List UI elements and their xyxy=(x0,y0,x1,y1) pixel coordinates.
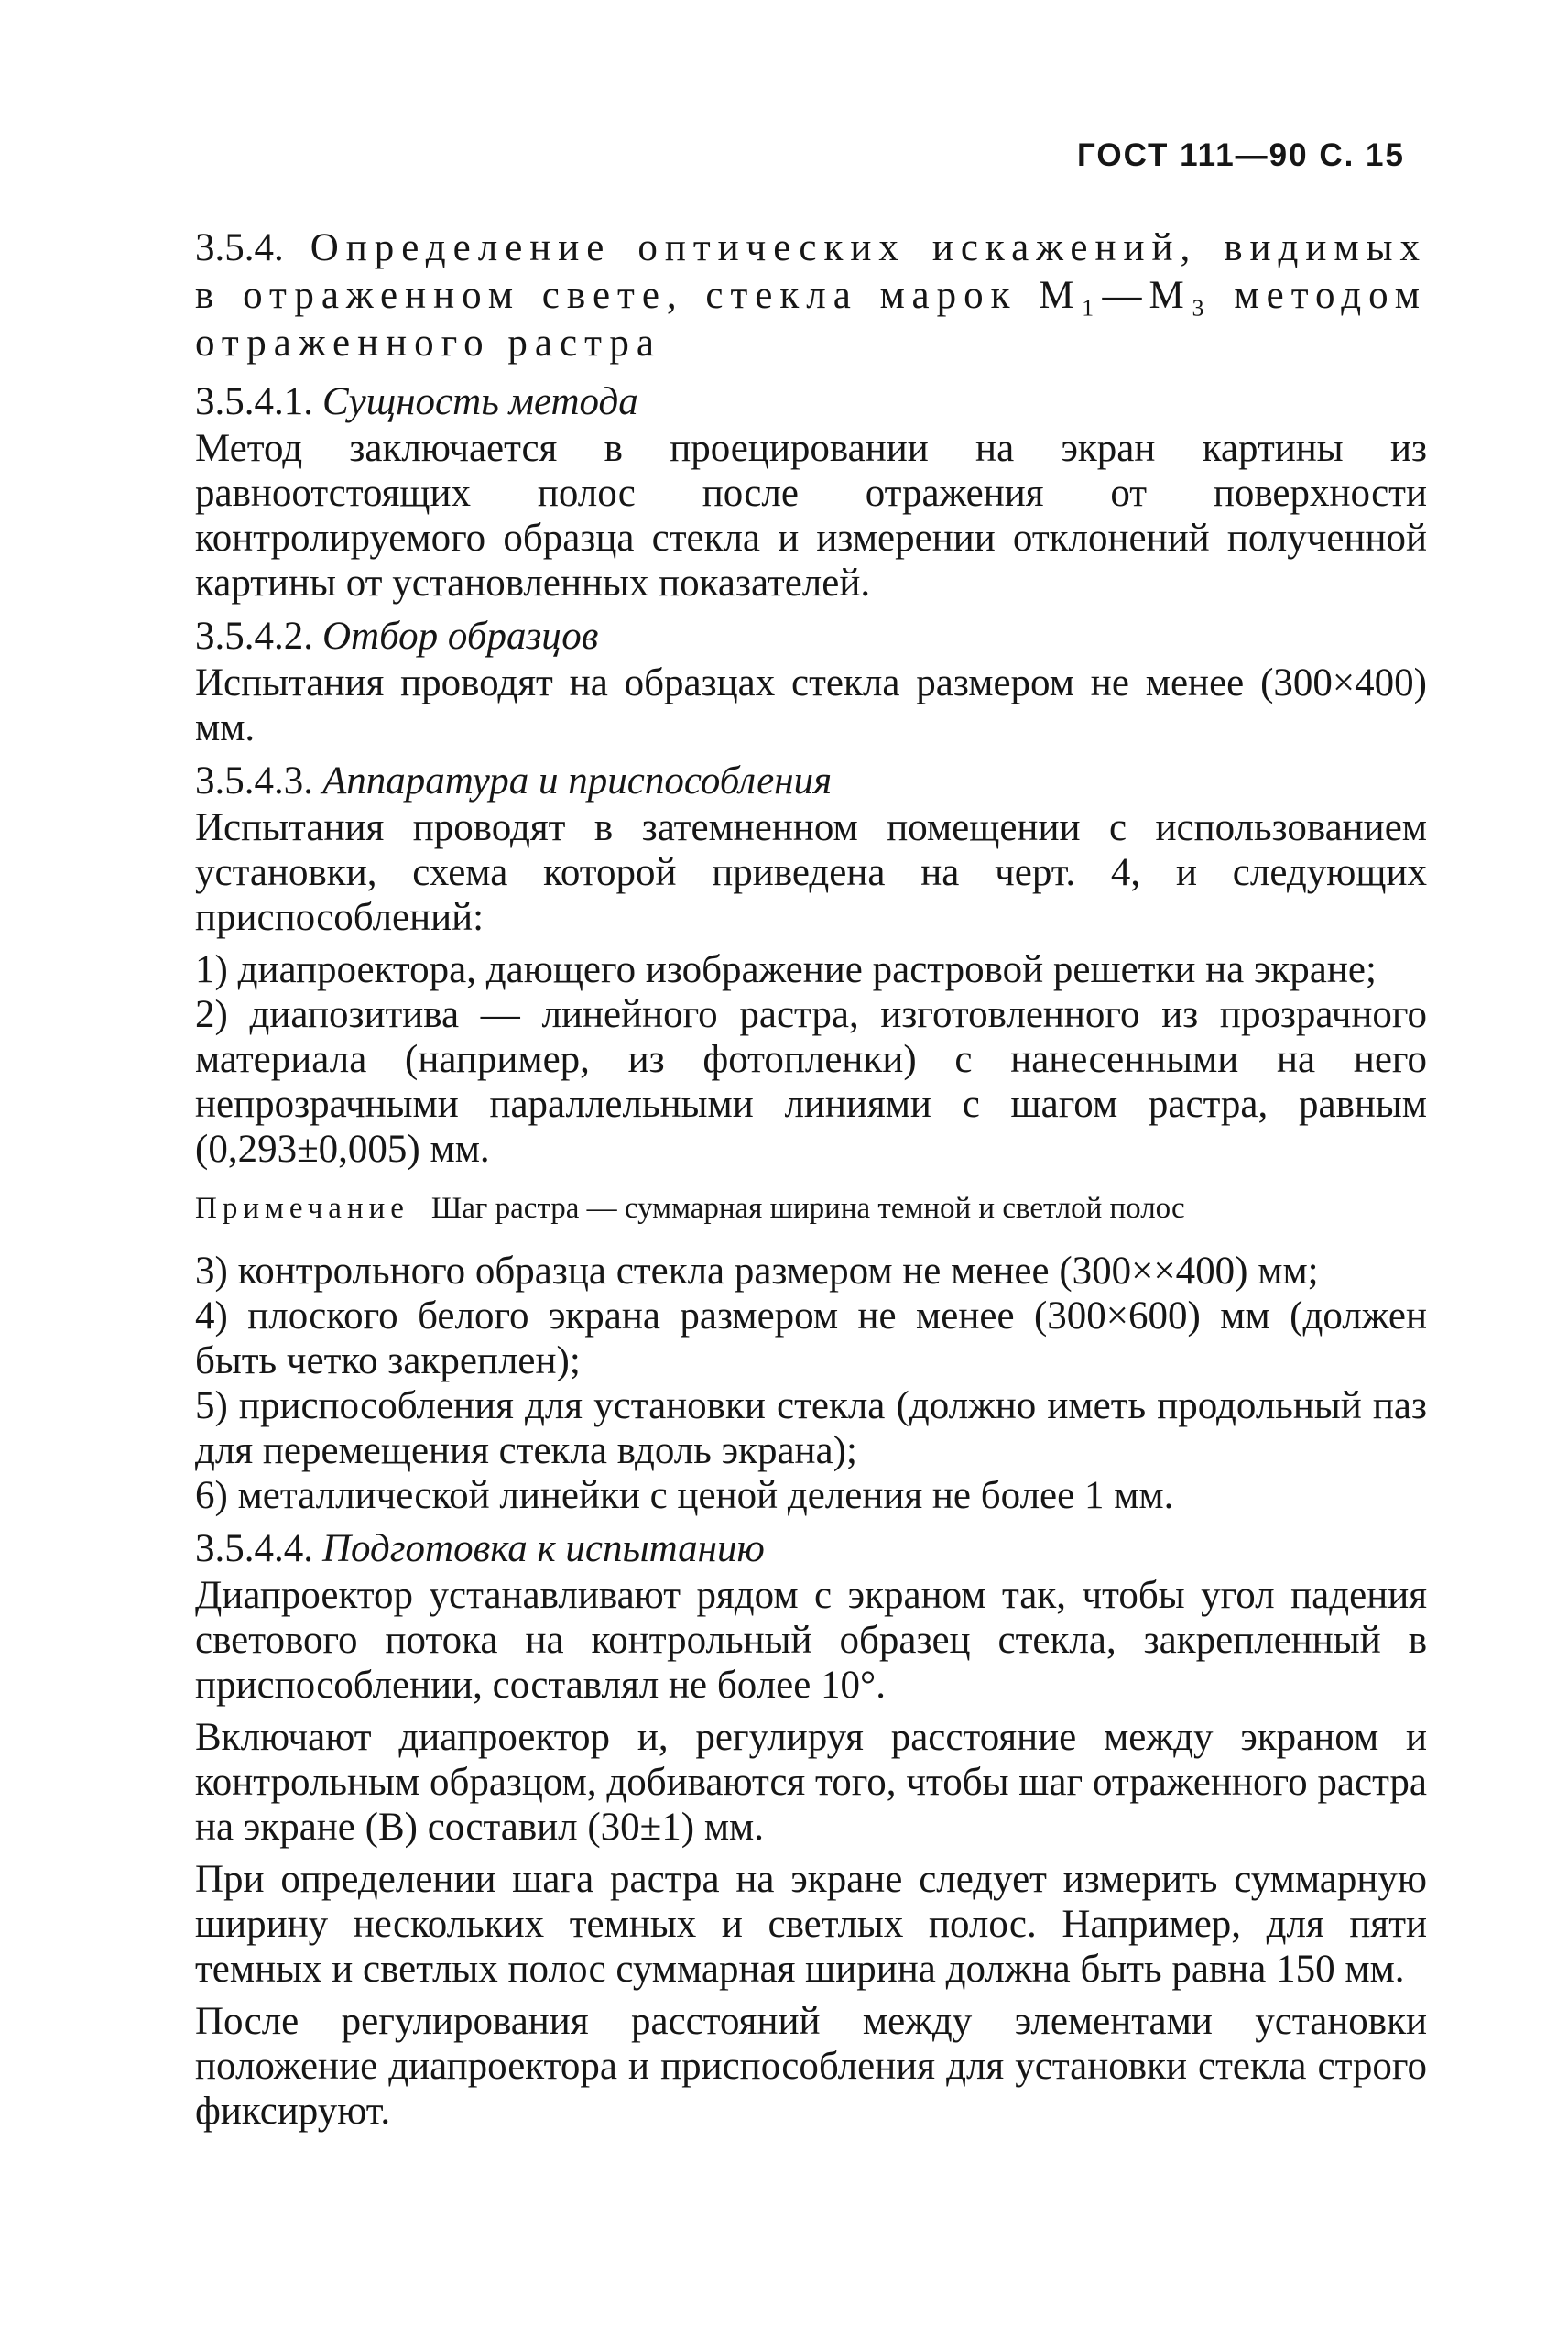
subsection-heading xyxy=(195,1525,1427,1573)
list-item: 6) металлической линейки с ценой деления не более 1 мм. xyxy=(195,1474,1174,1517)
paragraph: Испытания проводят в затемненном помещении с использованием установки, схема которой приведена на черт. 4, и следующих приспособлений: xyxy=(195,806,1427,939)
subsection-heading xyxy=(195,613,1427,661)
note xyxy=(195,1188,1427,1229)
subsection-title: Сущность метода xyxy=(322,380,638,423)
paragraph: Диапроектор устанавливают рядом с экраном так, чтобы угол падения светового потока на контрольный образец стекла, закрепленный в приспособлении, составлял не более 10°. xyxy=(195,1574,1427,1707)
paragraph: При определении шага растра на экране следует измерить суммарную ширину нескольких темных и светлых полос. Например, для пяти темных и светлых полос суммарная ширина должна быть равна 150 мм. xyxy=(195,1858,1427,1991)
subsection-heading xyxy=(195,378,1427,426)
subsection-title: Аппаратура и приспособления xyxy=(322,759,833,803)
list-item: 4) плоского белого экрана размером не менее (300×600) мм (должен быть четко закреплен); xyxy=(195,1294,1427,1382)
list-item: 5) приспособления для установки стекла (должно иметь продольный паз для перемещения стекла вдоль экрана); xyxy=(195,1384,1427,1472)
subsection-heading xyxy=(195,758,1427,805)
subsection-number: 3.5.4.1. xyxy=(195,380,313,423)
note-text: Шаг растра — суммарная ширина темной и светлой полос xyxy=(430,1192,1185,1225)
section-title xyxy=(195,224,1427,367)
paragraph: Включают диапроектор и, регулируя расстояние между экраном и контрольным образцом, добиваются того, чтобы шаг отраженного растра на экране (B) составил (30±1) мм. xyxy=(195,1716,1427,1849)
running-head: ГОСТ 111—90 С. 15 xyxy=(1077,137,1405,173)
list-item: 1) диапроектора, дающего изображение растровой решетки на экране; xyxy=(195,948,1377,991)
section-title-text: Определение оптических искажений, видимых в отраженном свете, стекла марок M₁—M₃ методом отраженного растра xyxy=(195,226,1428,365)
document-body xyxy=(195,224,1427,2141)
subsection-title: Отбор образцов xyxy=(322,615,599,658)
paragraph: Метод заключается в проецировании на экран картины из равноотстоящих полос после отражения от поверхности контролируемого образца стекла и измерении отклонений полученной картины от установленных показателей. xyxy=(195,427,1427,605)
list-item: 2) диапозитива — линейного растра, изготовленного из прозрачного материала (например, из фотопленки) с нанесенными на него непрозрачными параллельными линиями с шагом растра, равным (0,293±0,005) мм. xyxy=(195,993,1427,1171)
note-label: Примечание xyxy=(195,1192,409,1225)
list-item: 3) контрольного образца стекла размером не менее (300××400) мм; xyxy=(195,1250,1319,1293)
subsection-title: Подготовка к испытанию xyxy=(322,1527,765,1570)
subsection-number: 3.5.4.4. xyxy=(195,1527,313,1570)
subsection-number: 3.5.4.2. xyxy=(195,615,313,658)
paragraph: Испытания проводят на образцах стекла размером не менее (300×400) мм. xyxy=(195,661,1427,749)
section-number: 3.5.4. xyxy=(195,226,284,269)
paragraph: После регулирования расстояний между элементами установки положение диапроектора и приспособления для установки стекла строго фиксируют. xyxy=(195,2000,1427,2133)
subsection-number: 3.5.4.3. xyxy=(195,759,313,803)
